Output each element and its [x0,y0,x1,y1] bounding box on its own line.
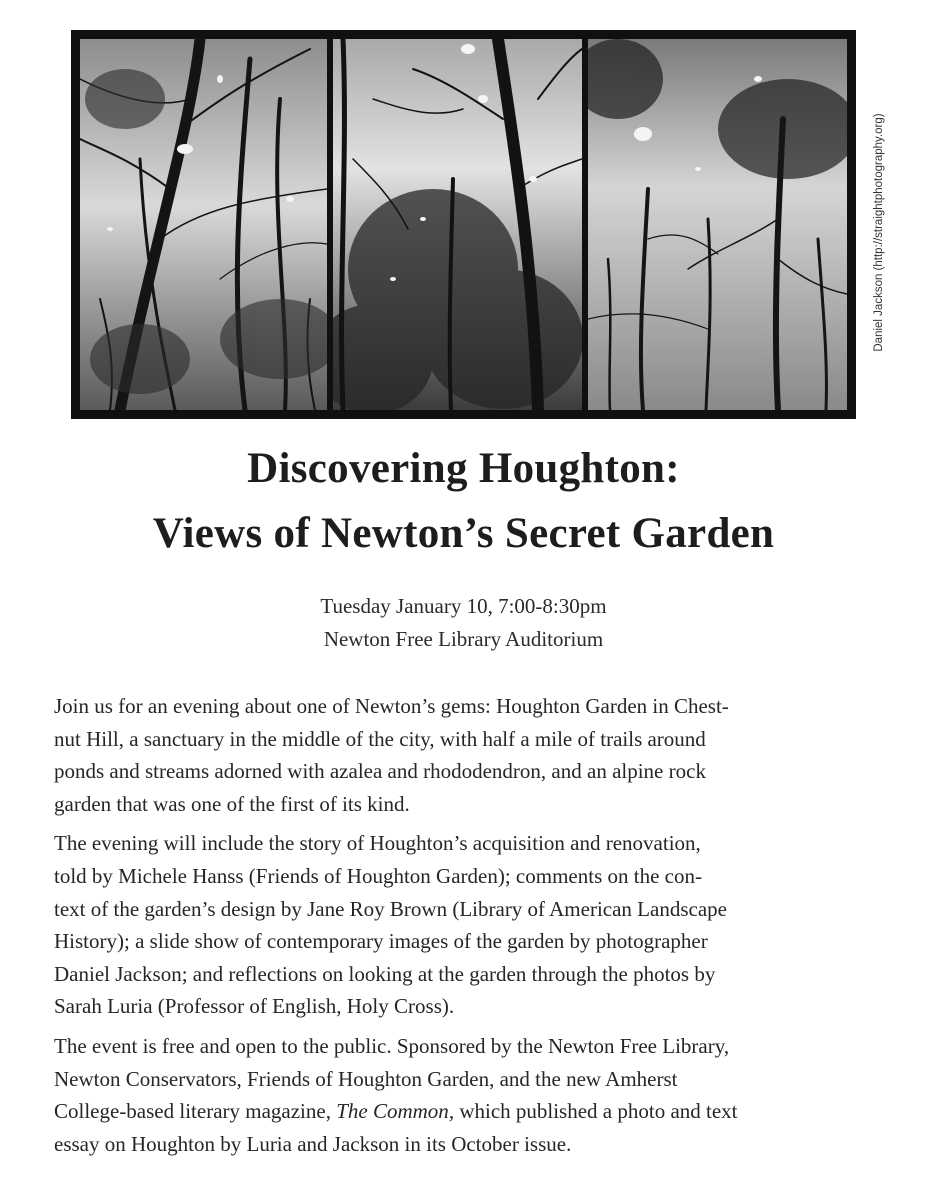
text-line: The event is free and open to the public. Sponsored by the Newton Free Library, [54,1033,730,1058]
text-line: ponds and streams adorned with azalea and rhododendron, and an alpine rock [54,759,706,784]
text-fragment: College-based literary magazine, [54,1099,337,1124]
title-line-1: Discovering Houghton: [247,445,680,492]
text-line: nut Hill, a sanctuary in the middle of the city, with half a mile of trails around [54,726,706,751]
text-fragment: , which published a photo and text [448,1099,738,1124]
event-location: Newton Free Library Auditorium [323,627,604,651]
tree-photo-left [80,39,327,410]
text-line: told by Michele Hanss (Friends of Houghton Garden); comments on the con- [54,863,702,888]
text-line: Daniel Jackson; and reflections on looking at the garden through the photos by [54,961,716,986]
text-line: Sarah Luria (Professor of English, Holy Cross). [54,994,455,1019]
text-line: History); a slide show of contemporary images of the garden by photographer [54,929,708,954]
event-date-time: Tuesday January 10, 7:00-8:30pm [320,594,607,618]
text-line: text of the garden’s design by Jane Roy Brown (Library of American Landscape [54,896,727,921]
photo-credit [872,80,886,385]
tree-photo-center [333,39,582,410]
paragraph-intro [54,690,874,820]
title-line-2: Views of Newton’s Secret Garden [152,510,775,557]
photo-triptych [71,30,856,419]
text-line: garden that was one of the first of its kind. [54,791,410,816]
text-line: Join us for an evening about one of Newton’s gems: Houghton Garden in Chest- [54,694,729,718]
event-description [54,690,874,1167]
tree-photo-right [588,39,847,410]
magazine-title: The Common [336,1099,449,1124]
text-line [54,1095,874,1128]
paragraph-program [54,827,874,1023]
text-line: Newton Conservators, Friends of Houghton Garden, and the new Amherst [54,1066,678,1091]
text-line: essay on Houghton by Luria and Jackson in its October issue. [54,1131,572,1156]
text-line: The evening will include the story of Houghton’s acquisition and renovation, [54,831,701,856]
paragraph-sponsors [54,1030,874,1160]
photo-credit-text: Daniel Jackson (http://straightphotography.org) [873,113,885,352]
